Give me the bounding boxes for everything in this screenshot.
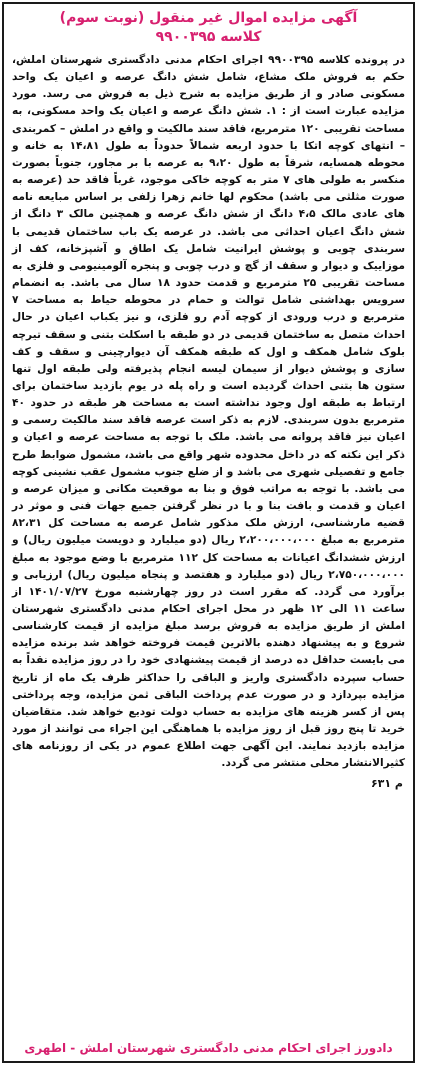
signature: دادورز اجرای احکام مدنی دادگستری شهرستان املش - اطهری xyxy=(24,1041,393,1055)
notice-header xyxy=(4,8,413,46)
notice-code: م ۶۳۱ xyxy=(370,776,403,790)
auction-notice xyxy=(2,2,415,1063)
notice-title: آگهی مزایده اموال غیر منقول (نوبت سوم) xyxy=(59,10,358,26)
notice-body: در پرونده کلاسه ۹۹۰۰۳۹۵ اجرای احکام مدنی دادگستری شهرستان املش، حکم به فروش ملک مشاع، شامل شش دانگ عرصه و اعیان یک واحد مسکونی صادر و از طریق مزایده به شرح ذیل به فروش می رسد. مورد مزایده عبارت است از : ۱. شش دانگ عرصه و اعیان یک واحد مسکونی، به مساحت تقریبی ۱۲۰ مترمربع، فاقد سند مالکیت و واقع در املش – کمربندی – انتهای کوچه اتکا با حدود اربعه شمالاً حدوداً به طول ۱۴،۸۱ به خانه و محوطه همسایه، شرقاً به طول ۹،۲۰ به عرصه با بر مجاور، جنوباً بصورت منکسر به طولی های ۷ متر به کوچه خاکی موجود، غرباً فاقد حد (عرصه به صورت مثلثی می باشد) محکوم لها خانم زهرا زلفی بر اساس مبایعه نامه های عادی مالک ۴،۵ دانگ از شش دانگ عرصه و همچنین مالک ۳ دانگ از شش دانگ اعیان احداثی می باشد. در عرصه یک باب ساختمان قدیمی با سربندی چوبی و پوشش ایرانیت شامل یک اطاق و آشپزخانه، کف از موزاییک و دیوار و سقف از گچ و درب چوبی و پنجره آلومینیومی و فلزی به مساحت تقریبی ۲۵ مترمربع و قدمت حدود ۱۸ سال می باشد. به انضمام سرویس بهداشتی شامل توالت و حمام در محوطه حیاط به مساحت ۷ مترمربع و درب ورودی از کوچه آدم رو فلزی، و نیز یکباب اعیان در حال احداث متصل به ساختمان قدیمی در دو طبقه با اسکلت بتنی و سقف تیرچه بلوک شامل همکف و اول که طبقه همکف آن دیوارچینی و سقف و کف سازی و پوشش دیوار از سیمان لیسه انجام پذیرفته ولی طبقه اول تنها ستون ها بتنی احداث گردیده است و راه پله در یوم بازدید ساختمان برای ارتباط به طبقه اول وجود نداشته است به مساحت هر طبقه در حدود ۴۰ مترمربع بدون سربندی. لازم به ذکر است عرصه فاقد سند مالکیت رسمی و اعیان نیز فاقد پروانه می باشد. ملک با توجه به مساحت عرصه و اعیان و ذکر این نکته که در داخل محدوده شهر واقع می باشد، مشمول ضوابط طرح جامع و تفصیلی شهری می باشد و از ضلع جنوب مشمول عقب نشینی کوچه می باشد. با توجه به مراتب فوق و بنا به موقعیت مکانی و میزان عرصه و اعیان و قدمت و بافت بنا و با در نظر گرفتن جمیع جهات فنی و موثر در قضیه مارشناسی، ارزش ملک مذکور شامل عرصه به مساحت کل ۸۲،۳۱ مترمربع به مبلغ ۲،۲۰۰،۰۰۰،۰۰۰ ریال (دو میلیارد و دویست میلیون ریال) و ارزش ششدانگ اعیانات به مساحت کل ۱۱۲ مترمربع با وضع موجود به مبلغ ۲،۷۵۰،۰۰۰،۰۰۰ ریال (دو میلیارد و هفتصد و پنجاه میلیون ریال) ارزیابی و برآورد می گردد. که مقرر است در روز چهارشنبه مورخ ۱۴۰۱/۰۷/۲۷ از ساعت ۱۱ الی ۱۲ ظهر در محل اجرای احکام مدنی دادگستری شهرستان املش از طریق مزایده به فروش برسد مبلغ مزایده از قیمت کارشناسی شروع و به پیشنهاد دهنده بالاترین قیمت فروخته خواهد شد برنده مزایده می بایست حداقل ده درصد از قیمت پیشنهادی خود را در روز مزایده نقداً به حساب سپرده دادگستری واریز و الباقی را حداکثر ظرف یک ماه از تاریخ مزایده بپردازد و در صورت عدم پرداخت الباقی ثمن مزایده، وجه پرداختی پس از کسر هزینه های مزایده به حساب دولت تودیع خواهد شد. متقاضیان خرید تا پنج روز قبل از روز مزایده با هماهنگی این اجراء می توانند از مورد مزایده بازدید نمایند. این آگهی جهت اطلاع عموم در یکی از روزنامه های کثیرالانتشار محلی منتشر می گردد. xyxy=(12,54,406,770)
file-number: کلاسه ۹۹۰۰۳۹۵ xyxy=(155,29,262,45)
